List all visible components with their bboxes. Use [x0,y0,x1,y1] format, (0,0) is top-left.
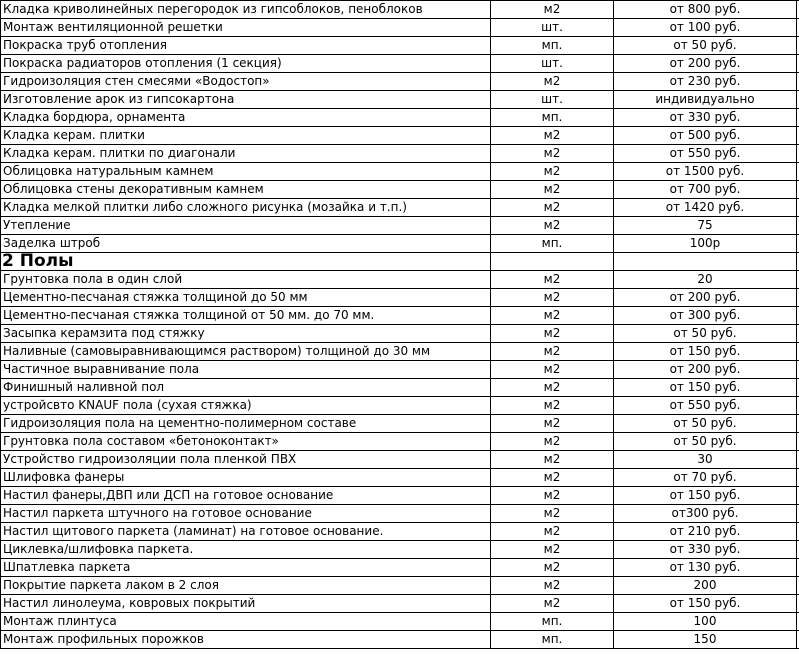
table-row [1,181,799,199]
price-cell: от300 руб. [614,505,797,523]
table-row [1,379,799,397]
service-name-cell: Шпатлевка паркета [1,559,491,577]
price-cell: от 50 руб. [614,37,797,55]
service-name-cell: Гидроизоляция стен смесями «Водостоп» [1,73,491,91]
price-cell: от 200 руб. [614,55,797,73]
service-name-cell: Монтаж плинтуса [1,613,491,631]
unit-cell: м2 [491,451,614,469]
table-row [1,397,799,415]
unit-cell: м2 [491,397,614,415]
unit-cell: м2 [491,127,614,145]
table-row [1,37,799,55]
unit-cell: шт. [491,19,614,37]
unit-cell: м2 [491,181,614,199]
table-row [1,577,799,595]
price-cell: от 300 руб. [614,307,797,325]
service-name-cell: Настил фанеры,ДВП или ДСП на готовое основание [1,487,491,505]
service-name-cell: Шлифовка фанеры [1,469,491,487]
price-cell: от 200 руб. [614,361,797,379]
unit-cell: м2 [491,559,614,577]
service-name-cell: Заделка штроб [1,235,491,253]
unit-cell: м2 [491,73,614,91]
service-name-cell: Финишный наливной пол [1,379,491,397]
price-cell: от 500 руб. [614,127,797,145]
service-name-cell: Облицовка стены декоративным камнем [1,181,491,199]
table-row [1,559,799,577]
table-row [1,235,799,253]
service-name-cell: Покраска труб отопления [1,37,491,55]
unit-cell: м2 [491,343,614,361]
unit-cell: м2 [491,379,614,397]
table-row [1,415,799,433]
unit-cell: м2 [491,523,614,541]
price-cell: 100р [614,235,797,253]
price-cell: 30 [614,451,797,469]
service-name-cell: Кладка бордюра, орнамента [1,109,491,127]
section-unit-cell [491,253,614,271]
unit-cell: шт. [491,55,614,73]
table-row [1,631,799,649]
price-cell: 75 [614,217,797,235]
table-row [1,343,799,361]
table-row [1,109,799,127]
unit-cell: мп. [491,631,614,649]
section-title: 2 Полы [1,253,491,271]
table-row [1,595,799,613]
price-cell: от 330 руб. [614,109,797,127]
price-cell: от 150 руб. [614,487,797,505]
table-row [1,73,799,91]
price-cell: от 210 руб. [614,523,797,541]
service-name-cell: Кладка керам. плитки по диагонали [1,145,491,163]
price-cell: от 70 руб. [614,469,797,487]
service-name-cell: Изготовление арок из гипсокартона [1,91,491,109]
table-row [1,271,799,289]
unit-cell: м2 [491,325,614,343]
table-row [1,613,799,631]
section-price-cell [614,253,797,271]
wall-works-rows [1,1,799,253]
unit-cell: м2 [491,289,614,307]
table-row [1,361,799,379]
unit-cell: м2 [491,433,614,451]
table-row [1,451,799,469]
price-cell: 200 [614,577,797,595]
table-row [1,217,799,235]
service-name-cell: Засыпка керамзита под стяжку [1,325,491,343]
service-name-cell: Покрытие паркета лаком в 2 слоя [1,577,491,595]
table-row [1,469,799,487]
service-name-cell: Кладка керам. плитки [1,127,491,145]
price-cell: от 550 руб. [614,145,797,163]
unit-cell: м2 [491,487,614,505]
section-header-row [1,253,799,271]
unit-cell: м2 [491,199,614,217]
unit-cell: мп. [491,235,614,253]
table-row [1,433,799,451]
service-name-cell: Устройство гидроизоляции пола пленкой ПВХ [1,451,491,469]
price-cell: от 50 руб. [614,325,797,343]
service-name-cell: Грунтовка пола в один слой [1,271,491,289]
table-row [1,523,799,541]
table-row [1,541,799,559]
unit-cell: м2 [491,415,614,433]
table-row [1,19,799,37]
table-row [1,163,799,181]
table-row [1,55,799,73]
service-name-cell: Гидроизоляция пола на цементно-полимерном составе [1,415,491,433]
unit-cell: м2 [491,577,614,595]
table-row [1,127,799,145]
unit-cell: м2 [491,361,614,379]
service-name-cell: Кладка криволинейных перегородок из гипсоблоков, пеноблоков [1,1,491,19]
price-cell: от 1420 руб. [614,199,797,217]
price-cell: 100 [614,613,797,631]
unit-cell: м2 [491,595,614,613]
unit-cell: м2 [491,217,614,235]
service-name-cell: Грунтовка пола составом «бетоноконтакт» [1,433,491,451]
table-row [1,505,799,523]
table-row [1,91,799,109]
service-name-cell: Частичное выравнивание пола [1,361,491,379]
table-row [1,325,799,343]
price-cell: 150 [614,631,797,649]
price-cell: от 150 руб. [614,595,797,613]
service-name-cell: Цементно-песчаная стяжка толщиной до 50 мм [1,289,491,307]
price-cell: 20 [614,271,797,289]
unit-cell: м2 [491,271,614,289]
section-header-group [1,253,799,271]
unit-cell: м2 [491,541,614,559]
price-cell: от 50 руб. [614,433,797,451]
price-cell: от 550 руб. [614,397,797,415]
unit-cell: м2 [491,145,614,163]
service-name-cell: устройсвто KNAUF пола (сухая стяжка) [1,397,491,415]
unit-cell: м2 [491,505,614,523]
price-cell: от 150 руб. [614,343,797,361]
service-name-cell: Монтаж профильных порожков [1,631,491,649]
unit-cell: м2 [491,307,614,325]
table-row [1,487,799,505]
unit-cell: м2 [491,163,614,181]
price-cell: от 100 руб. [614,19,797,37]
price-cell: от 330 руб. [614,541,797,559]
price-cell: от 800 руб. [614,1,797,19]
price-cell: от 150 руб. [614,379,797,397]
unit-cell: мп. [491,613,614,631]
service-name-cell: Утепление [1,217,491,235]
service-name-cell: Настил линолеума, ковровых покрытий [1,595,491,613]
price-cell: от 200 руб. [614,289,797,307]
service-name-cell: Настил паркета штучного на готовое основание [1,505,491,523]
unit-cell: м2 [491,1,614,19]
service-name-cell: Цементно-песчаная стяжка толщиной от 50 мм. до 70 мм. [1,307,491,325]
table-row [1,1,799,19]
service-name-cell: Циклевка/шлифовка паркета. [1,541,491,559]
unit-cell: шт. [491,91,614,109]
table-row [1,289,799,307]
price-cell: от 700 руб. [614,181,797,199]
service-name-cell: Кладка мелкой плитки либо сложного рисунка (мозайка и т.п.) [1,199,491,217]
unit-cell: мп. [491,37,614,55]
service-name-cell: Монтаж вентиляционной решетки [1,19,491,37]
price-cell: от 50 руб. [614,415,797,433]
service-name-cell: Настил щитового паркета (ламинат) на готовое основание. [1,523,491,541]
price-cell: индивидуально [614,91,797,109]
unit-cell: м2 [491,469,614,487]
price-cell: от 130 руб. [614,559,797,577]
price-cell: от 1500 руб. [614,163,797,181]
service-name-cell: Наливные (самовыравнивающимся раствором) толщиной до 30 мм [1,343,491,361]
service-name-cell: Покраска радиаторов отопления (1 секция) [1,55,491,73]
table-row [1,307,799,325]
table-row [1,145,799,163]
service-name-cell: Облицовка натуральным камнем [1,163,491,181]
unit-cell: мп. [491,109,614,127]
floor-works-rows [1,271,799,649]
price-cell: от 230 руб. [614,73,797,91]
table-row [1,199,799,217]
